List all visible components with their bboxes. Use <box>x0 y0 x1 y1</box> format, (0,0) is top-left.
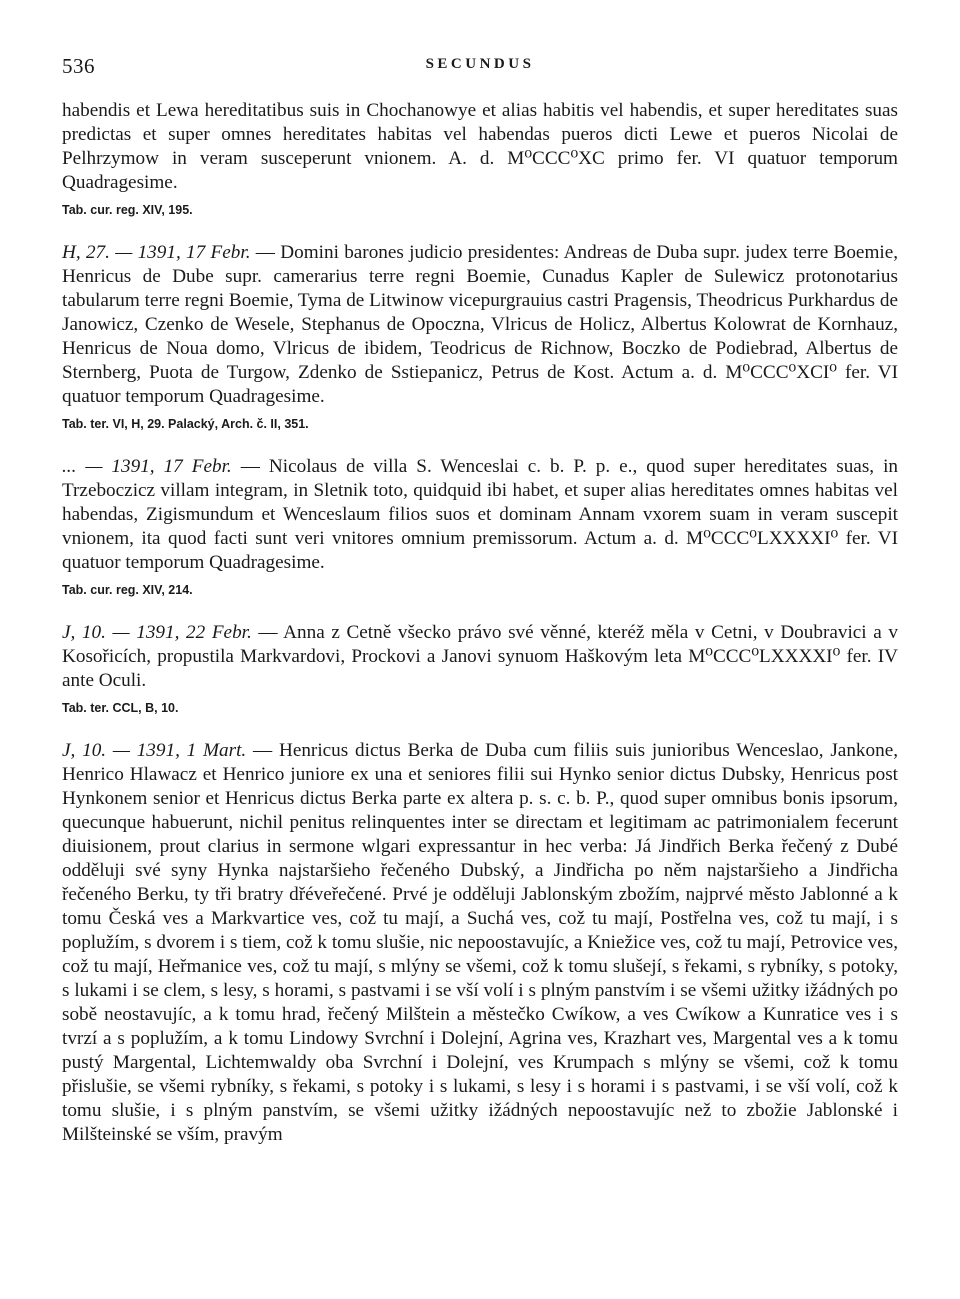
entry-heading: J, 10. — 1391, 1 Mart. <box>62 740 247 761</box>
page-body <box>62 99 898 1147</box>
entry-paragraph <box>62 621 898 693</box>
entry-text: — Nicolaus de villa S. Wenceslai c. b. P. p. e., quod super hereditates suas, in Trzeboczicz villam integram, in Sletnik toto, quidquid ibi habet, et super alias hereditates omnes habitas vel habendas, Zigismundum et Wenceslaum filios suos et dominam Annam vxorem suam in veram suscepit vnionem, ita quod facti sunt veri vnitores omnium premissorum. Actum a. d. M⁰CCC⁰LXXXXI⁰ fer. VI quatuor temporum Quadragesime. <box>62 456 898 573</box>
entry <box>62 455 898 598</box>
entry <box>62 99 898 218</box>
entry-heading: J, 10. — 1391, 22 Febr. <box>62 622 252 643</box>
entry-reference: Tab. ter. VI, H, 29. Palacký, Arch. č. II, 351. <box>62 417 309 431</box>
entry-text: — Anna z Cetně všecko právo své věnné, kteréž měla v Cetni, v Doubravici a v Kosořicích, propustila Markvardovi, Prockovi a Janovi synuom Haškovým leta M⁰CCC⁰LXXXXI⁰ fer. IV ante Oculi. <box>62 622 898 691</box>
entry <box>62 241 898 432</box>
entry-paragraph <box>62 739 898 1147</box>
entry-reference: Tab. cur. reg. XIV, 214. <box>62 583 193 597</box>
entry-reference: Tab. ter. CCL, B, 10. <box>62 701 179 715</box>
entry-text: — Henricus dictus Berka de Duba cum filiis suis junioribus Wenceslao, Jankone, Henrico Hlawacz et Henrico juniore ex una et seniores filii sui Hynko senior dictus Dubsky, Henricus post Hynkonem senior et Henricus dictus Berka parte ex altera p. s. c. b. P., quod super omnibus bonis ipsorum, quecunque habuerunt, nichil penitus relinquentes inter se directam et legitimam ac patrimonialem fecerunt diuisionem, prout clarius in sermone wlgari expressantur in hec verba: Já Jindřich Berka řečený z Dubé odděluji své syny Hynka najstaršieho řečeného Dubský, a Jindřicha po něm najstaršieho a Jindřicha řečeného Berku, ty tři bratry dřéveřečené. Prvé je odděluji Jablonským zbožím, najprvé město Jablonné a k tomu Česká ves a Markvartice ves, což tu mají, a Suchá ves, což tu mají, Postřelna ves, což tu mají, i s poplužím, s dvorem i s tiem, což k tomu slušie, nic nepoostavujíc, a Kniežice ves, což tu mají, Petrovice ves, což tu mají, Heřmanice ves, což tu mají, s mlýny se všemi, což k tomu slušejí, s řekami, s rybníky, s potoky, s lukami i se clem, s lesy, s horami, s pastvami i se vší volí i s plným panstvím i se všemi užitky ižádných po sobě neostavujíc, a k tomu hrad, řečený Milštein a městečko Cwíkow, a ves Cwíkow a Kunratice ves i s tvrzí a s poplužím, a k tomu Lindowy Svrchní i Dolejní, Agrina ves, Krazhart ves, Margental ves a k tomu pustý Margental, Lichtemwaldy oba Svrchní i Dolejní, ves Krumpach s mlýny se všemi, což k tomu přislušie, se všemi rybníky, s řekami, s potoky i s lukami, s lesy i s horami i s pastvami, i se vší volí, což k tomu slušie, i s plným panstvím, se všemi užitky ižádných nepoostavujíc než to zbožie Jablonské i Milšteinské se vším, pravým <box>62 740 899 1145</box>
entry-paragraph <box>62 241 898 409</box>
entry-text: habendis et Lewa hereditatibus suis in Chochanowye et alias habitis vel habendis, et super hereditates suas predictas et super omnes hereditates habitas vel habendas pueros dicti Lewe et pueros Nicolai de Pelhrzymow in veram susceperunt vnionem. A. d. M⁰CCC⁰XC primo fer. VI quatuor temporum Quadragesime. <box>62 100 898 193</box>
entry <box>62 621 898 716</box>
entry-heading: H, 27. — 1391, 17 Febr. <box>62 242 251 263</box>
entry-reference: Tab. cur. reg. XIV, 195. <box>62 203 193 217</box>
entry <box>62 739 898 1147</box>
entry-text: — Domini barones judicio presidentes: Andreas de Duba supr. judex terre Boemie, Henricus de Dube supr. camerarius terre regni Boemie, Cunadus Kapler de Sulewicz protonotarius tabularum terre regni Boemie, Tyma de Litwinow vicepurgrauius castri Pragensis, Theodricus Purkhardus de Janowicz, Czenko de Wesele, Stephanus de Opoczna, Vlricus de Holicz, Albertus Kolowrat de Kornhauz, Henricus de Noua domo, Vlricus de ibidem, Teodricus de Richnow, Boczko de Podiebrad, Albertus de Sternberg, Puota de Turgow, Zdenko de Sstiepanicz, Petrus de Kost. Actum a. d. M⁰CCC⁰XCI⁰ fer. VI quatuor temporum Quadragesime. <box>62 242 899 407</box>
running-head: SECUNDUS <box>425 56 535 72</box>
entry-heading: ... — 1391, 17 Febr. <box>62 456 232 477</box>
page-number: 536 <box>62 54 95 78</box>
entry-paragraph <box>62 455 898 575</box>
page-header <box>62 54 898 80</box>
